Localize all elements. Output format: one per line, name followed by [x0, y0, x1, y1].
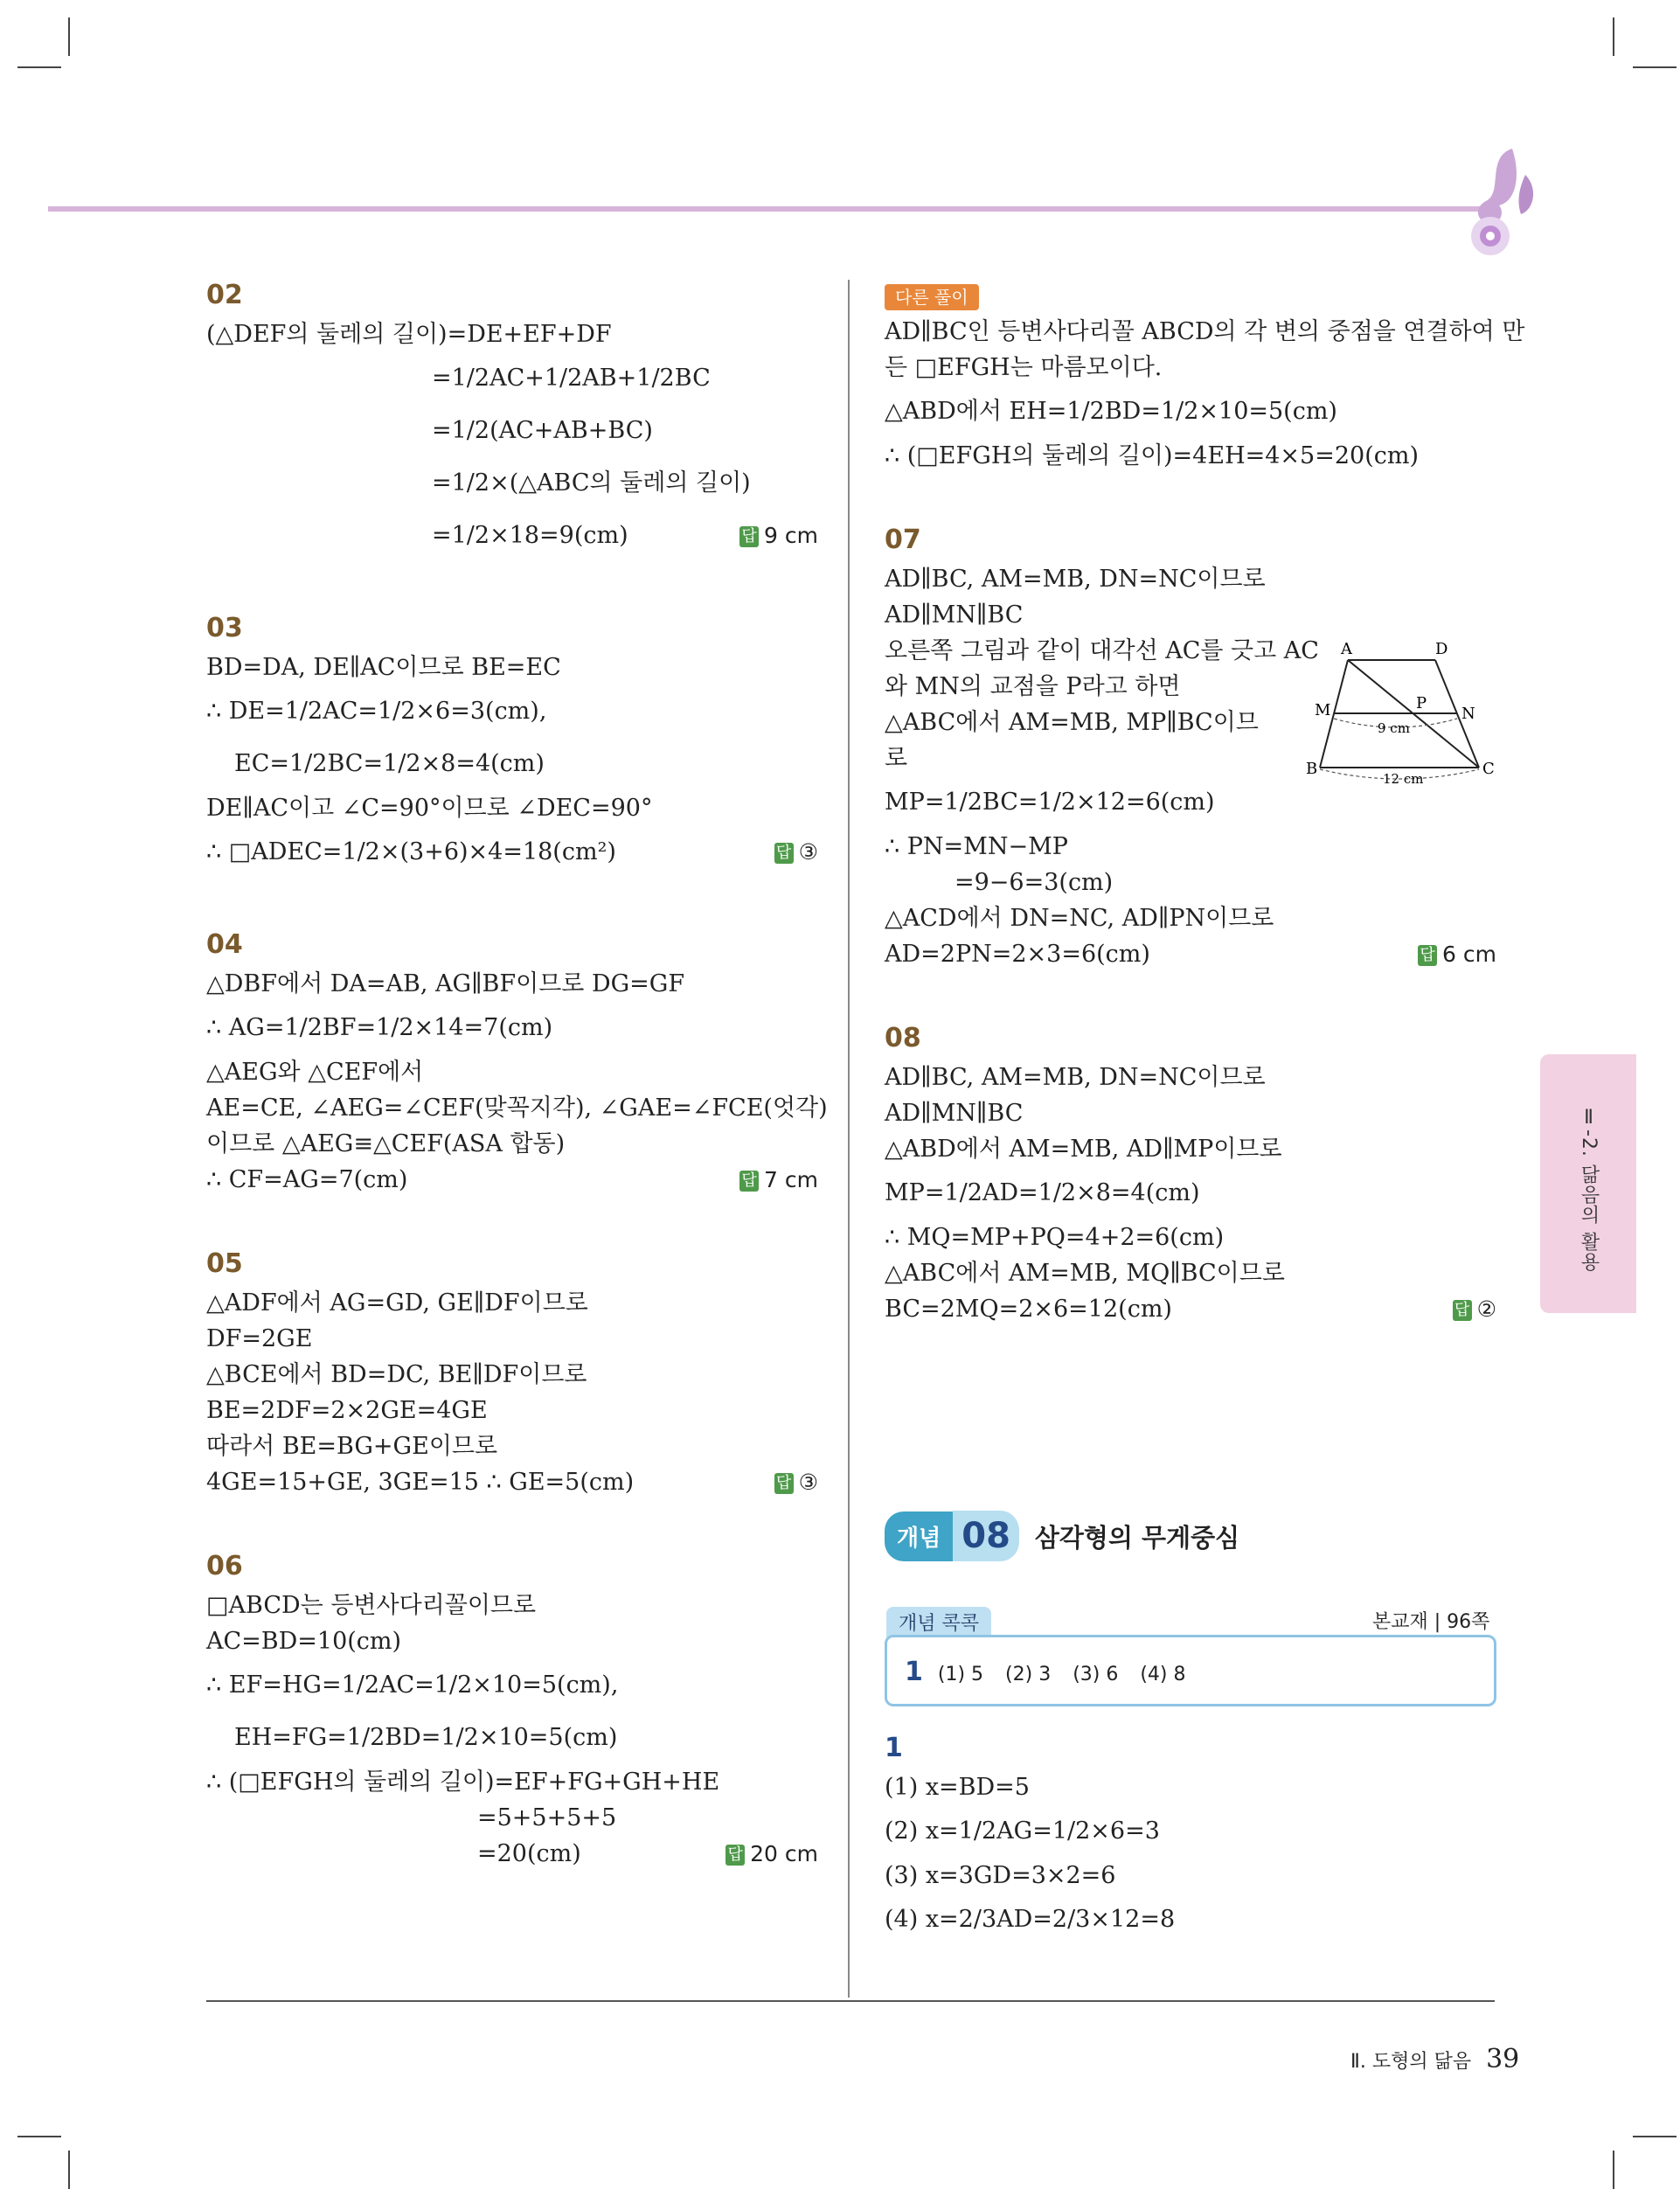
crop-mark [1633, 66, 1677, 68]
solution-line: =5+5+5+5 [477, 1804, 617, 1831]
solution-line: AD∥MN∥BC [885, 1100, 1024, 1127]
solution-line: 와 MN의 교점을 P라고 하면 [885, 673, 1181, 700]
answer-badge-icon: 답 [1418, 945, 1437, 966]
concept-number: 08 [953, 1511, 1019, 1561]
column-divider [848, 280, 850, 1998]
crop-mark [68, 17, 70, 56]
solution-line: =1/2×18=9(cm) [432, 522, 628, 549]
solution-line: DF=2GE [206, 1325, 313, 1352]
header-rule [48, 206, 1482, 212]
answer [725, 1836, 818, 1872]
concept-label: 개념 [885, 1512, 953, 1561]
answer [774, 1464, 818, 1500]
answer-value: 6 cm [1442, 942, 1496, 967]
answer-value: 20 cm [750, 1841, 818, 1866]
solution-line: ∴ CF=AG=7(cm) [206, 1166, 408, 1193]
answer-badge-icon: 답 [739, 526, 759, 547]
solution-line: =1/2×(△ABC의 둘레의 길이) [432, 469, 751, 497]
box-item: (1) 5 [937, 1664, 984, 1685]
solution-line: MP=1/2BC=1/2×12=6(cm) [885, 789, 1215, 816]
problem-number: 07 [885, 525, 921, 555]
solution-line: ∴ □ADEC=1/2×(3+6)×4=18(cm²) [206, 838, 616, 865]
solution-line: (4) x=2/3AD=2/3×12=8 [885, 1906, 1176, 1933]
solution-line: (3) x=3GD=3×2=6 [885, 1862, 1116, 1889]
problem-04 [206, 928, 828, 1198]
solution-line: ∴ EF=HG=1/2AC=1/2×10=5(cm), [206, 1671, 619, 1699]
problem-number: 08 [885, 1023, 921, 1053]
solution-line: 따라서 BE=BG+GE이므로 [206, 1433, 498, 1460]
answer-badge-icon: 답 [739, 1171, 759, 1192]
answer [739, 510, 818, 562]
problem-08 [885, 1021, 1496, 1327]
chapter-side-tab [1540, 1054, 1636, 1313]
solution-line: △ABD에서 EH=1/2BD=1/2×10=5(cm) [885, 398, 1337, 425]
figure-measure: 12 cm [1383, 771, 1424, 787]
answer [1453, 1291, 1496, 1327]
answer-value: ③ [798, 1470, 818, 1495]
figure-label: P [1416, 694, 1427, 712]
solution-line: ∴ MQ=MP+PQ=4+2=6(cm) [885, 1224, 1225, 1251]
solution-line: BE=2DF=2×2GE=4GE [206, 1397, 488, 1424]
solution-line: △ADF에서 AG=GD, GE∥DF이므로 [206, 1289, 588, 1317]
solution-line: AD∥BC인 등변사다리꼴 ABCD의 각 변의 중점을 연결하여 만 [885, 318, 1525, 345]
page-number: 39 [1486, 2044, 1520, 2074]
solution-line: DE∥AC이고 ∠C=90°이므로 ∠DEC=90° [206, 795, 653, 822]
left-column [206, 278, 828, 1921]
solution-line: MP=1/2AD=1/2×8=4(cm) [885, 1179, 1200, 1206]
solution-line: 오른쪽 그림과 같이 대각선 AC를 긋고 AC [885, 637, 1319, 664]
solution-line: △AEG와 △CEF에서 [206, 1059, 424, 1086]
figure-measure: 9 cm [1378, 720, 1410, 736]
problem-number: 05 [206, 1248, 243, 1279]
figure-label: C [1482, 760, 1495, 778]
solution-line: (2) x=1/2AG=1/2×6=3 [885, 1817, 1160, 1845]
solution-line: △BCE에서 BD=DC, BE∥DF이므로 [206, 1361, 587, 1388]
crop-mark [17, 66, 61, 68]
solution-line: =1/2(AC+AB+BC) [432, 417, 653, 444]
crop-mark [17, 2136, 61, 2137]
solution-line: EC=1/2BC=1/2×8=4(cm) [234, 750, 545, 777]
box-item: (3) 6 [1073, 1664, 1119, 1685]
answer-badge-icon: 답 [774, 843, 794, 864]
solution-line: AD∥MN∥BC [885, 601, 1024, 629]
solution-line: =9−6=3(cm) [955, 869, 1114, 896]
solution-line: (1) x=BD=5 [885, 1774, 1030, 1801]
solution-line: △ABD에서 AM=MB, AD∥MP이므로 [885, 1136, 1282, 1163]
box-item: (4) 8 [1140, 1664, 1186, 1685]
solution-line: 든 □EFGH는 마름모이다. [885, 354, 1163, 381]
figure-label: N [1461, 705, 1475, 723]
answer [1418, 936, 1496, 972]
problem-number: 04 [206, 929, 243, 960]
problem-number: 1 [885, 1733, 903, 1763]
answer [739, 1162, 818, 1198]
solution-1 [885, 1731, 1496, 1946]
answer-badge-icon: 답 [1453, 1300, 1472, 1321]
solution-line: BC=2MQ=2×6=12(cm) [885, 1296, 1172, 1323]
solution-line: ∴ DE=1/2AC=1/2×6=3(cm), [206, 698, 547, 725]
right-column [885, 278, 1525, 1376]
solution-line: AD=2PN=2×3=6(cm) [885, 941, 1150, 968]
solution-line: ∴ (□EFGH의 둘레의 길이)=EF+FG+GH+HE [206, 1769, 720, 1796]
concept-header [885, 1505, 1239, 1567]
concept-title: 삼각형의 무게중심 [1034, 1522, 1240, 1553]
crop-mark [1613, 17, 1614, 56]
textbook-reference: 본교재 | 96쪽 [1372, 1611, 1490, 1633]
concept-answer-box [885, 1635, 1496, 1706]
problem-05 [206, 1247, 818, 1500]
solution-line: △ACD에서 DN=NC, AD∥PN이므로 [885, 905, 1274, 932]
problem-06 [206, 1549, 818, 1872]
solution-line: AD∥BC, AM=MB, DN=NC이므로 [885, 566, 1266, 593]
figure-label: D [1435, 640, 1448, 658]
solution-line: AD∥BC, AM=MB, DN=NC이므로 [885, 1064, 1266, 1091]
crop-mark [1613, 2151, 1614, 2189]
solution-line: △ABC에서 AM=MB, MP∥BC이므 [885, 709, 1259, 736]
solution-line: BD=DA, DE∥AC이므로 BE=EC [206, 654, 561, 681]
concept-box-tab: 개념 콕콕 [886, 1607, 991, 1637]
solution-line: ∴ PN=MN−MP [885, 833, 1068, 860]
answer-value: ② [1476, 1296, 1496, 1322]
answer [774, 826, 818, 879]
figure-label: A [1341, 640, 1352, 658]
solution-line: =1/2AC+1/2AB+1/2BC [432, 365, 711, 392]
answer-value: ③ [798, 839, 818, 865]
solution-line: 이므로 △AEG≡△CEF(ASA 합동) [206, 1130, 566, 1157]
answer-value: 7 cm [764, 1167, 818, 1192]
solution-line: ∴ AG=1/2BF=1/2×14=7(cm) [206, 1014, 553, 1041]
crop-mark [68, 2151, 70, 2189]
solution-line: 4GE=15+GE, 3GE=15 ∴ GE=5(cm) [206, 1469, 635, 1496]
bottom-rule [206, 2000, 1495, 2002]
solution-line: AE=CE, ∠AEG=∠CEF(맞꼭지각), ∠GAE=∠FCE(엇각) [206, 1095, 828, 1122]
alt-solution-label: 다른 풀이 [885, 284, 979, 310]
solution-line: (△DEF의 둘레의 길이)=DE+EF+DF [206, 321, 612, 348]
problem-03 [206, 611, 818, 879]
chapter-name: Ⅱ. 도형의 닮음 [1350, 2051, 1472, 2073]
figure-label: M [1315, 701, 1331, 719]
solution-line: =20(cm) [477, 1840, 581, 1867]
solution-line: ∴ (□EFGH의 둘레의 길이)=4EH=4×5=20(cm) [885, 442, 1419, 469]
figure-label: B [1306, 760, 1318, 778]
problem-number: 06 [206, 1551, 243, 1581]
solution-line: △DBF에서 DA=AB, AG∥BF이므로 DG=GF [206, 970, 685, 997]
box-item: (2) 3 [1005, 1664, 1052, 1685]
solution-line: △ABC에서 AM=MB, MQ∥BC이므로 [885, 1260, 1285, 1287]
problem-02 [206, 278, 818, 562]
answer-badge-icon: 답 [725, 1845, 745, 1866]
problem-number: 03 [206, 613, 243, 643]
alternative-solution [885, 278, 1525, 474]
solution-line: □ABCD는 등변사다리꼴이므로 [206, 1592, 537, 1619]
crop-mark [1633, 2136, 1677, 2137]
solution-line: AC=BD=10(cm) [206, 1628, 402, 1655]
solution-line: 로 [885, 745, 908, 772]
flower-ornament [1451, 140, 1547, 262]
trapezoid-figure [1304, 638, 1505, 787]
chapter-side-label: Ⅱ-2. 닮음의 활용 [1578, 1107, 1600, 1272]
answer-badge-icon: 답 [774, 1473, 794, 1494]
page-footer [1350, 2044, 1519, 2074]
solution-line: EH=FG=1/2BD=1/2×10=5(cm) [234, 1724, 618, 1751]
problem-number: 02 [206, 280, 243, 310]
answer-value: 9 cm [764, 523, 818, 548]
box-number: 1 [905, 1657, 923, 1687]
